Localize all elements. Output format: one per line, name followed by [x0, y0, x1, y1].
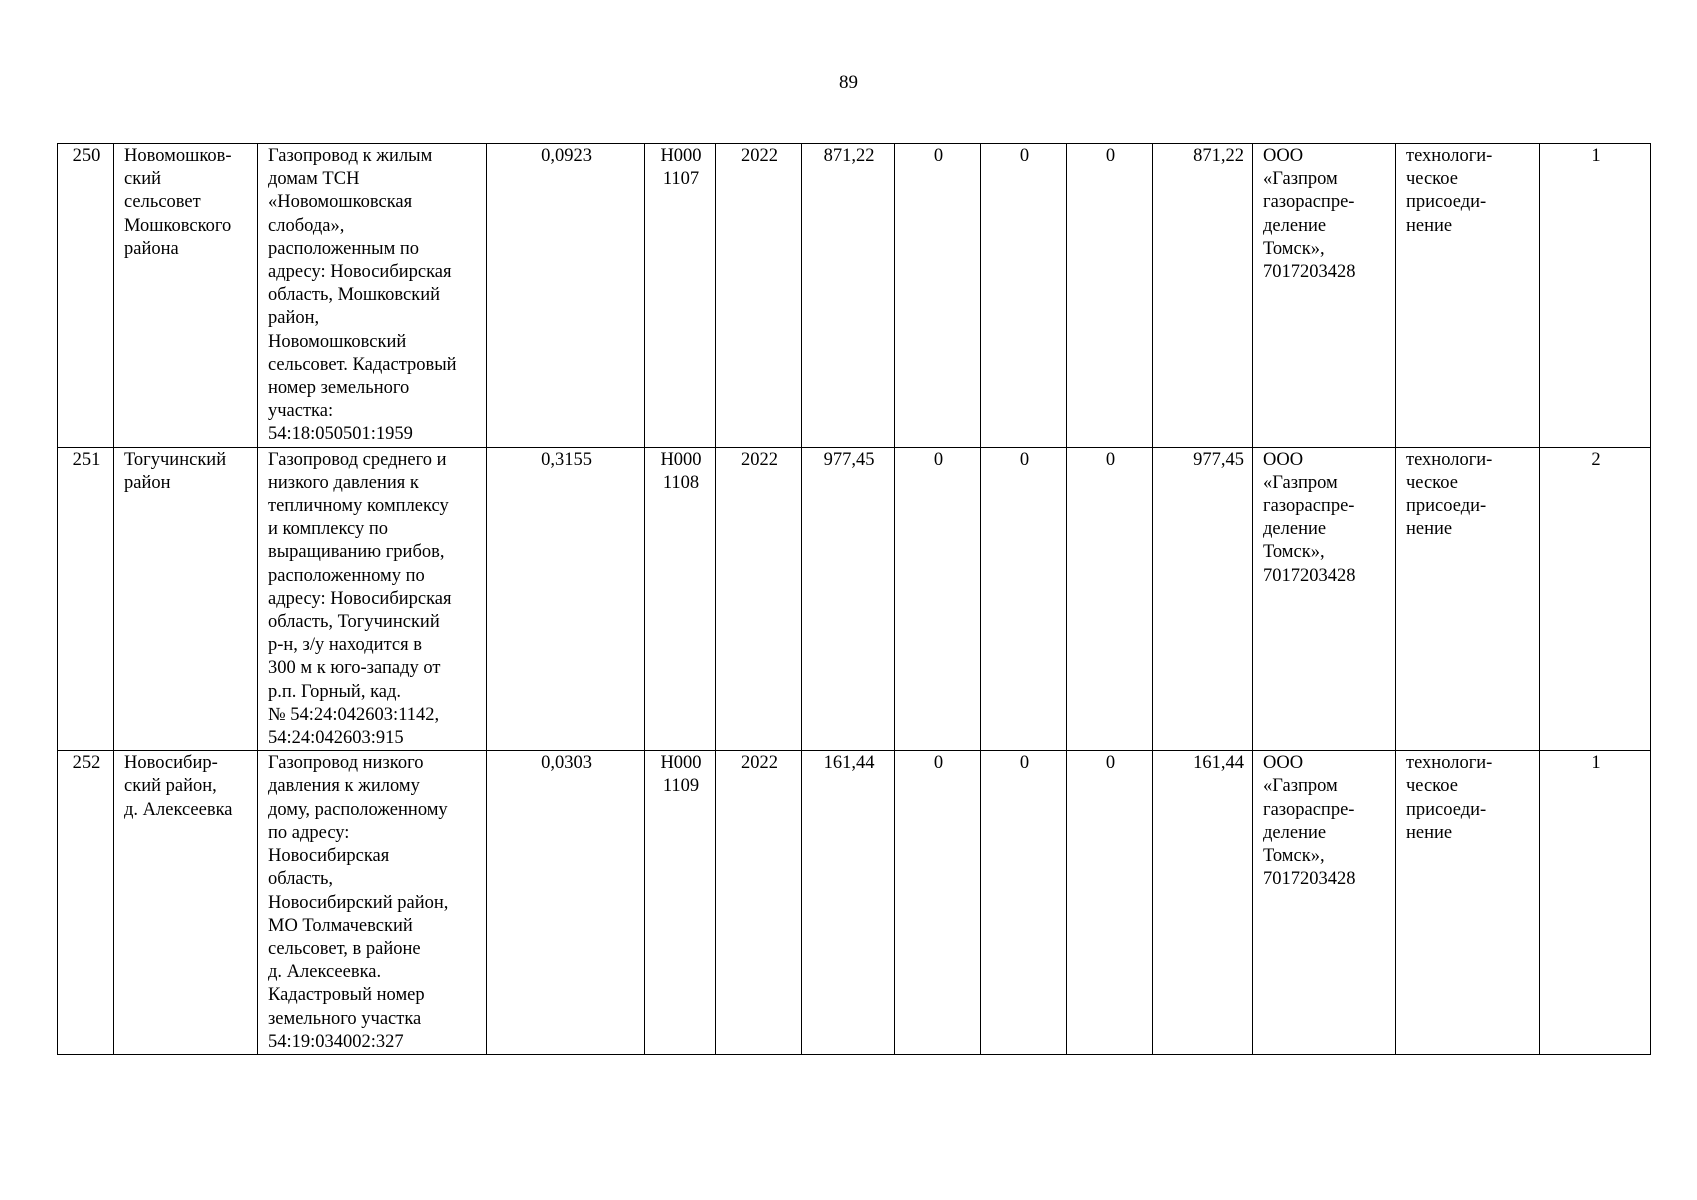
cell-length: 0,0303: [487, 751, 645, 1055]
cell-count: 1: [1540, 751, 1651, 1055]
cell-code: Н000 1108: [645, 447, 716, 751]
cell-value-9: 0: [981, 751, 1067, 1055]
page-number: 89: [839, 72, 858, 93]
table-body: [58, 144, 1651, 1055]
cell-purpose: технологи- ческое присоеди- нение: [1396, 447, 1540, 751]
cell-organization: ООО «Газпром газораспре- деление Томск», 7017203428: [1253, 144, 1396, 448]
table-row: [58, 144, 1651, 448]
cell-num: 252: [58, 751, 114, 1055]
cell-value-8: 0: [895, 144, 981, 448]
cell-description: Газопровод низкого давления к жилому дому, расположенному по адресу: Новосибирская область, Новосибирский район, МО Толмачевский сельсовет, в районе д. Алексеевка. Кадастровый номер земельного участка 54:19:034002:327: [258, 751, 487, 1055]
cell-length: 0,3155: [487, 447, 645, 751]
cell-cost-final: 871,22: [1153, 144, 1253, 448]
cell-cost-total: 161,44: [802, 751, 895, 1055]
cell-cost-final: 977,45: [1153, 447, 1253, 751]
cell-value-10: 0: [1067, 751, 1153, 1055]
cell-value-9: 0: [981, 447, 1067, 751]
cell-value-10: 0: [1067, 447, 1153, 751]
cell-value-8: 0: [895, 447, 981, 751]
registry-table: [57, 143, 1651, 1055]
cell-count: 2: [1540, 447, 1651, 751]
cell-num: 250: [58, 144, 114, 448]
cell-cost-total: 871,22: [802, 144, 895, 448]
cell-year: 2022: [716, 751, 802, 1055]
cell-description: Газопровод среднего и низкого давления к тепличному комплексу и комплексу по выращиванию грибов, расположенному по адресу: Новосибирская область, Тогучинский р-н, з/у находится в 300 м к юго-западу от р.п. Горный, кад. № 54:24:042603:1142, 54:24:042603:915: [258, 447, 487, 751]
cell-purpose: технологи- ческое присоеди- нение: [1396, 144, 1540, 448]
cell-organization: ООО «Газпром газораспре- деление Томск», 7017203428: [1253, 447, 1396, 751]
cell-cost-total: 977,45: [802, 447, 895, 751]
cell-year: 2022: [716, 144, 802, 448]
cell-value-10: 0: [1067, 144, 1153, 448]
cell-description: Газопровод к жилым домам ТСН «Новомошковская слобода», расположенным по адресу: Новосибирская область, Мошковский район, Новомошковский сельсовет. Кадастровый номер земельного участка: 54:18:050501:1959: [258, 144, 487, 448]
cell-code: Н000 1109: [645, 751, 716, 1055]
cell-cost-final: 161,44: [1153, 751, 1253, 1055]
table-row: [58, 447, 1651, 751]
cell-num: 251: [58, 447, 114, 751]
cell-value-8: 0: [895, 751, 981, 1055]
cell-territory: Новосибир- ский район, д. Алексеевка: [114, 751, 258, 1055]
cell-territory: Тогучинский район: [114, 447, 258, 751]
cell-count: 1: [1540, 144, 1651, 448]
cell-value-9: 0: [981, 144, 1067, 448]
cell-territory: Новомошков- ский сельсовет Мошковского района: [114, 144, 258, 448]
cell-purpose: технологи- ческое присоеди- нение: [1396, 751, 1540, 1055]
cell-year: 2022: [716, 447, 802, 751]
cell-code: Н000 1107: [645, 144, 716, 448]
cell-length: 0,0923: [487, 144, 645, 448]
cell-organization: ООО «Газпром газораспре- деление Томск», 7017203428: [1253, 751, 1396, 1055]
table-row: [58, 751, 1651, 1055]
